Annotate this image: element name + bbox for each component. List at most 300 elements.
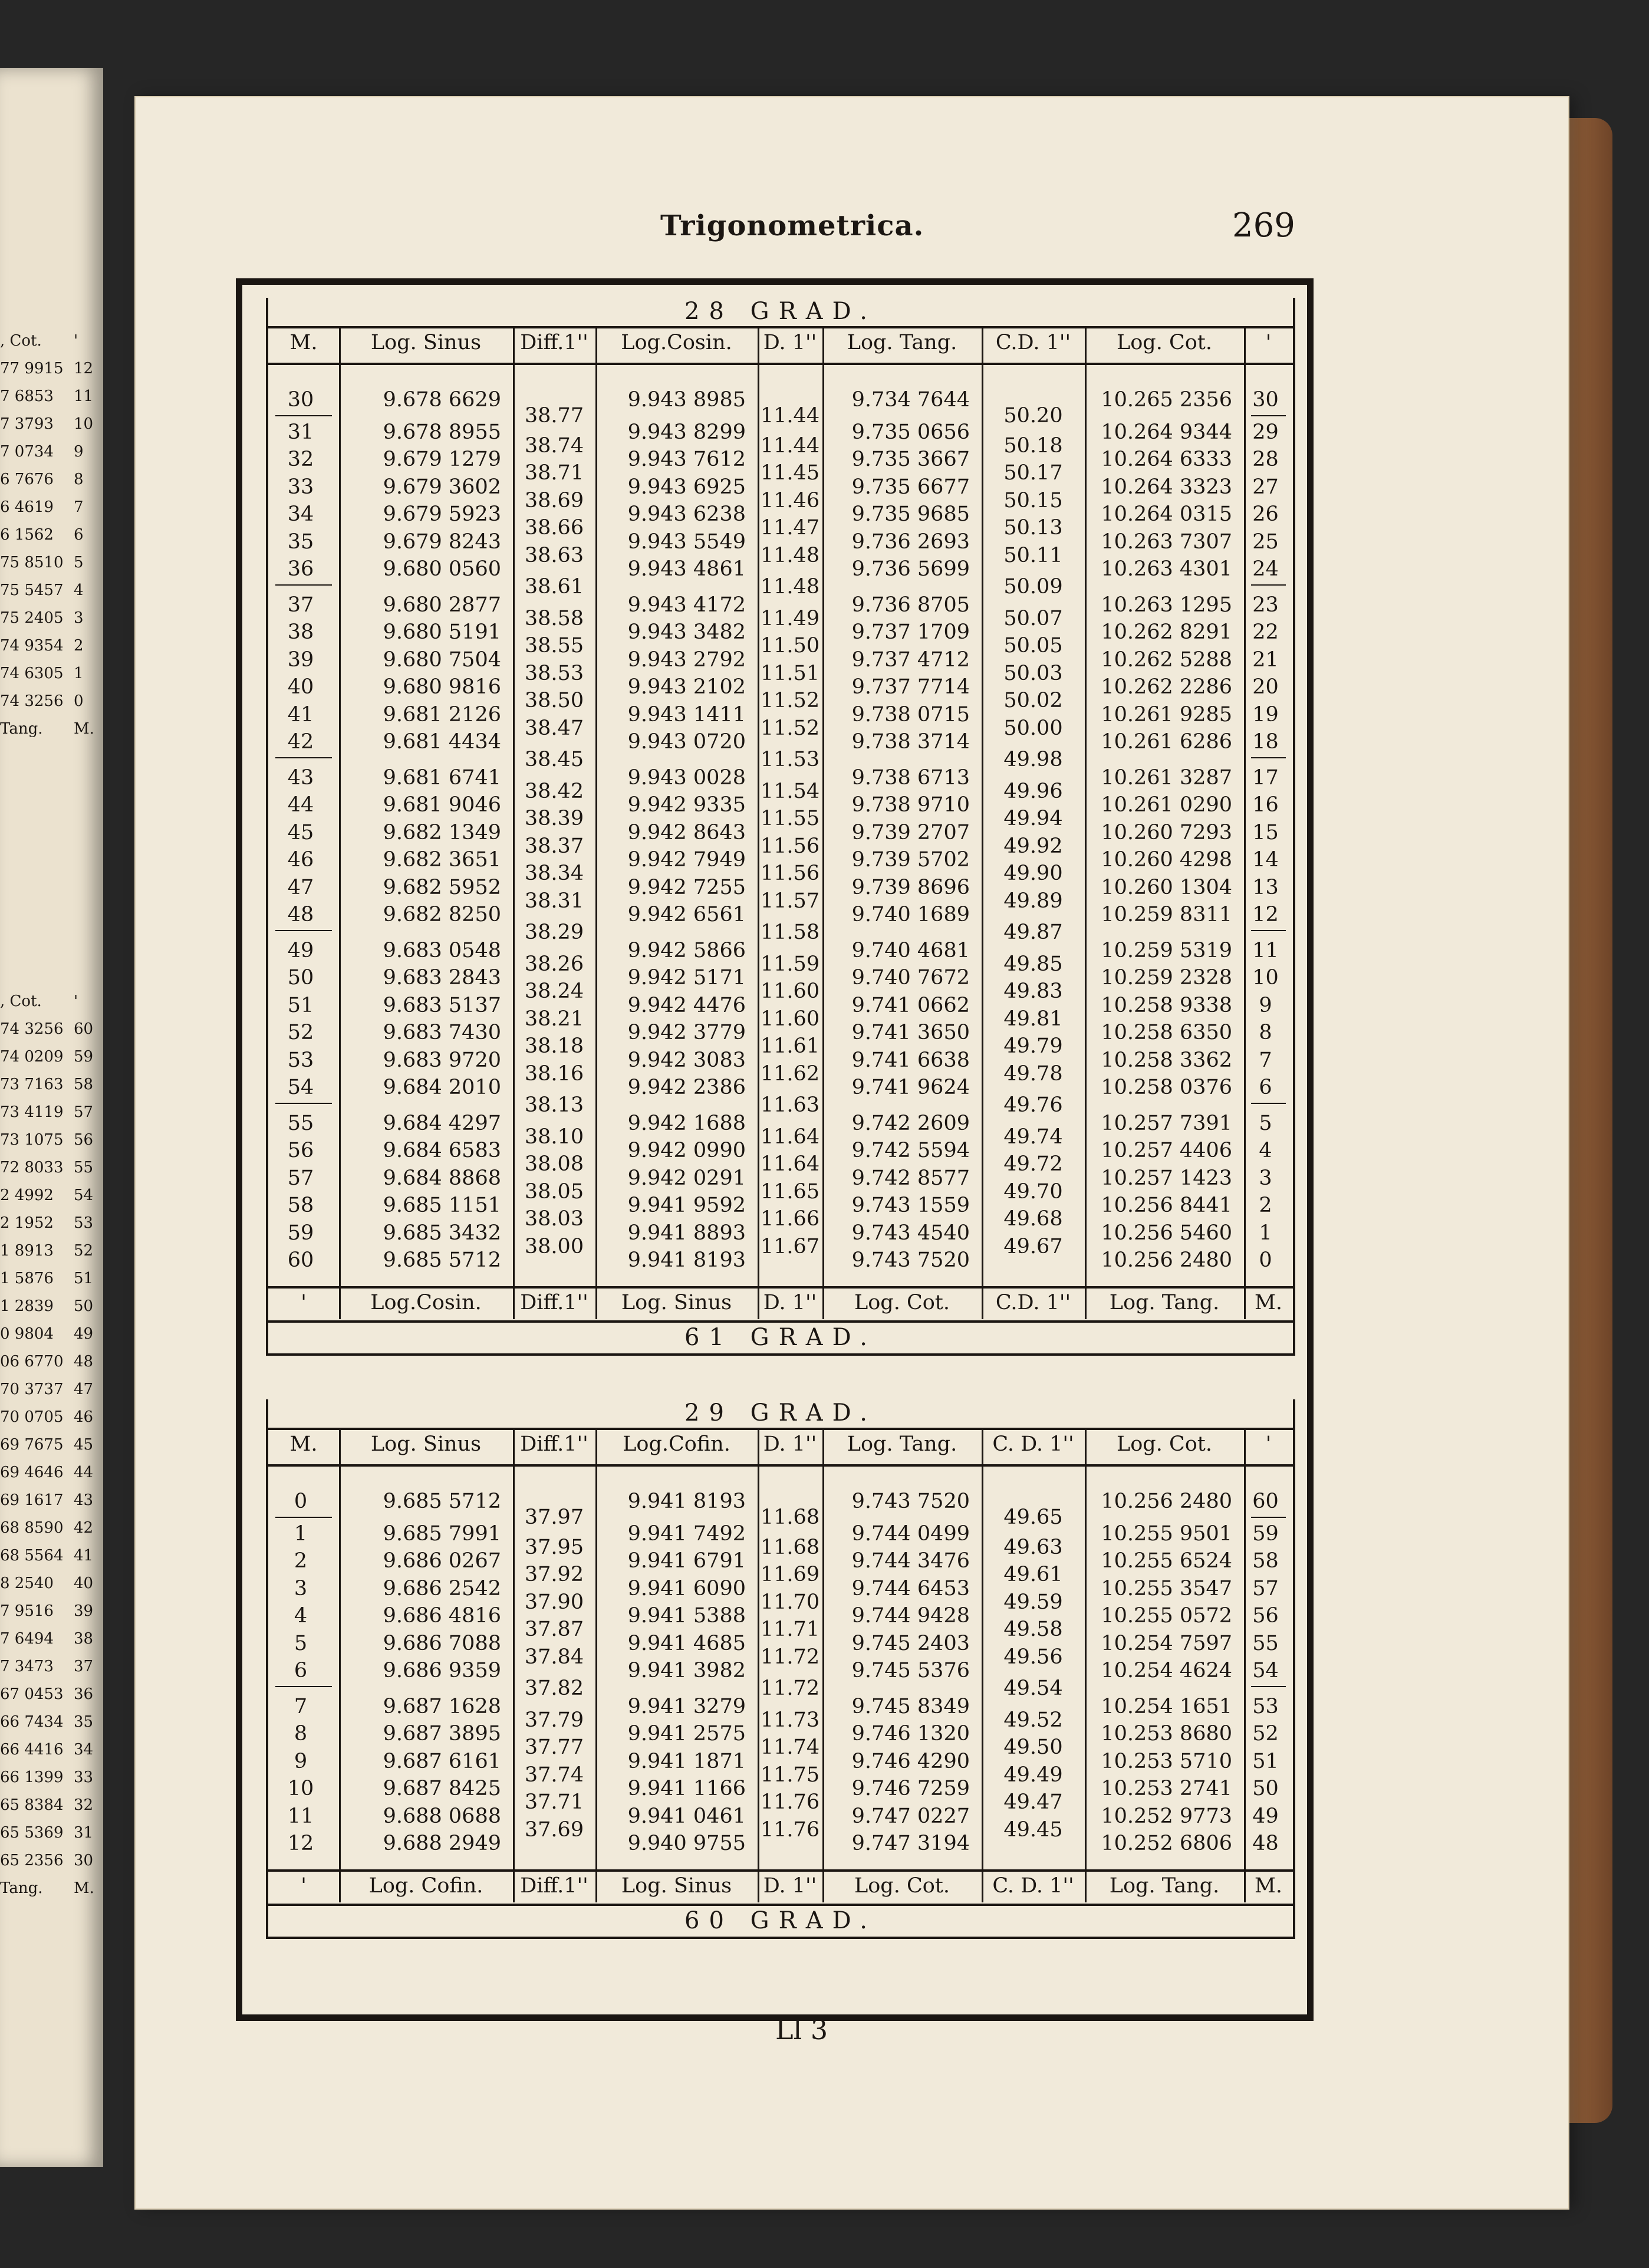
diff-sinus-cell: 38.00 — [524, 1234, 584, 1258]
column-rule — [1085, 328, 1087, 1319]
minute-cell: 5 — [294, 1631, 308, 1655]
minute-right-cell: 50 — [1252, 1777, 1279, 1800]
minute-right-cell: 12 — [1252, 903, 1279, 926]
log-tang-cell: 9.744 0499 — [851, 1521, 970, 1546]
minute-cell: 50 — [287, 966, 314, 990]
fragment-value: 67 0453 — [0, 1685, 64, 1703]
minute-cell: 0 — [294, 1490, 308, 1513]
grad-rule — [268, 1904, 1293, 1906]
fragment-value: 73 7163 — [0, 1076, 64, 1093]
minute-cell: 49 — [287, 938, 314, 962]
fragment-line — [0, 1598, 100, 1625]
fragment-line — [0, 1265, 100, 1293]
page-number: 269 — [1232, 206, 1295, 245]
fragment-minute: 38 — [74, 1630, 94, 1648]
log-sinus-cell: 9.686 2542 — [383, 1576, 501, 1600]
fragment-line — [0, 494, 100, 521]
log-sinus-cell: 9.681 4434 — [383, 730, 501, 754]
fragment-minute: 57 — [74, 1103, 94, 1121]
log-cot-cell: 10.263 4301 — [1101, 557, 1232, 581]
log-cosinus-cell: 9.943 4861 — [627, 557, 746, 581]
log-cot-cell: 10.255 6524 — [1101, 1549, 1232, 1573]
diff-tang-cell: 50.15 — [1003, 488, 1063, 512]
log-tang-cell: 9.740 7672 — [851, 966, 970, 990]
fragment-minute: M. — [74, 1879, 94, 1897]
log-tang-cell: 9.738 6713 — [851, 765, 970, 790]
log-sinus-cell: 9.683 9720 — [383, 1048, 501, 1072]
log-cosinus-cell: 9.942 0291 — [627, 1166, 746, 1190]
log-tang-cell: 9.742 8577 — [851, 1166, 970, 1190]
diff-cosin-cell: 11.61 — [760, 1034, 820, 1059]
fragment-value: 66 1399 — [0, 1769, 64, 1786]
diff-cosin-cell: 11.72 — [760, 1677, 820, 1701]
group-rule — [275, 757, 332, 758]
fragment-minute: 58 — [74, 1076, 94, 1093]
log-tang-cell: 9.745 2403 — [851, 1631, 970, 1655]
column-footer: Log. Cot. — [854, 1873, 950, 1898]
group-rule — [275, 1686, 332, 1687]
fragment-value: 75 8510 — [0, 554, 64, 571]
log-cot-cell: 10.264 6333 — [1101, 448, 1232, 471]
log-cot-cell: 10.254 1651 — [1101, 1694, 1232, 1718]
diff-cosin-cell: 11.56 — [760, 862, 820, 886]
diff-cosin-cell: 11.56 — [760, 834, 820, 858]
minute-cell: 42 — [287, 730, 314, 754]
minute-right-cell: 49 — [1252, 1804, 1279, 1828]
log-sinus-cell: 9.687 3895 — [383, 1722, 501, 1746]
diff-sinus-cell: 38.05 — [524, 1179, 584, 1204]
diff-cosin-cell: 11.72 — [760, 1645, 820, 1669]
column-header: Log. Tang. — [847, 1432, 957, 1456]
log-tang-cell: 9.743 7520 — [851, 1490, 970, 1513]
log-cosinus-cell: 9.942 8643 — [627, 820, 746, 844]
log-cot-cell: 10.261 3287 — [1101, 765, 1232, 790]
fragment-value: 74 0209 — [0, 1048, 64, 1066]
fragment-minute: 50 — [74, 1297, 94, 1315]
fragment-line — [0, 466, 100, 494]
log-tang-cell: 9.739 8696 — [851, 875, 970, 899]
fragment-minute: 49 — [74, 1325, 94, 1343]
fragment-minute: M. — [74, 720, 94, 738]
log-sinus-cell: 9.681 6741 — [383, 765, 501, 790]
minute-right-cell: 25 — [1252, 530, 1279, 554]
log-tang-cell: 9.743 7520 — [851, 1248, 970, 1272]
fragment-value: 6 7676 — [0, 471, 54, 488]
log-sinus-cell: 9.682 5952 — [383, 875, 501, 899]
fragment-minute: 7 — [74, 498, 84, 516]
footer-rule — [268, 1869, 1293, 1872]
minute-right-cell: 7 — [1259, 1048, 1272, 1072]
diff-tang-cell: 49.70 — [1003, 1179, 1063, 1204]
minute-cell: 32 — [287, 448, 314, 471]
minute-right-cell: 24 — [1252, 557, 1279, 581]
fragment-value: Tang. — [0, 1879, 43, 1897]
log-cot-cell: 10.260 4298 — [1101, 848, 1232, 872]
minute-right-cell: 29 — [1252, 420, 1279, 444]
diff-sinus-cell: 38.24 — [524, 979, 584, 1004]
log-cot-cell: 10.253 8680 — [1101, 1722, 1232, 1746]
log-cosinus-cell: 9.941 0461 — [627, 1804, 746, 1828]
grad-rule — [268, 1320, 1293, 1323]
log-tang-cell: 9.738 0715 — [851, 702, 970, 727]
fragment-line — [0, 1487, 100, 1514]
fragment-value: Tang. — [0, 720, 43, 738]
log-cot-cell: 10.263 1295 — [1101, 593, 1232, 617]
column-rule — [982, 328, 983, 1319]
diff-cosin-cell: 11.75 — [760, 1763, 820, 1787]
minute-right-cell: 6 — [1259, 1076, 1272, 1099]
minute-cell: 35 — [287, 530, 314, 554]
diff-cosin-cell: 11.63 — [760, 1093, 820, 1117]
fragment-value: 75 2405 — [0, 609, 64, 627]
log-cot-cell: 10.255 0572 — [1101, 1604, 1232, 1628]
log-cosinus-cell: 9.942 6561 — [627, 903, 746, 926]
diff-sinus-cell: 38.18 — [524, 1034, 584, 1059]
diff-tang-cell: 49.47 — [1003, 1790, 1063, 1815]
fragment-value: 7 6853 — [0, 387, 54, 405]
diff-cosin-cell: 11.71 — [760, 1618, 820, 1642]
minute-right-cell: 4 — [1259, 1139, 1272, 1162]
grad-label-bottom: 60 GRAD. — [684, 1907, 877, 1934]
log-tang-cell: 9.741 0662 — [851, 993, 970, 1017]
fragment-line — [0, 1653, 100, 1681]
log-cot-cell: 10.253 2741 — [1101, 1777, 1232, 1800]
fragment-line — [0, 1126, 100, 1154]
diff-cosin-cell: 11.58 — [760, 921, 820, 945]
log-sinus-cell: 9.688 0688 — [383, 1804, 501, 1828]
log-cosinus-cell: 9.941 9592 — [627, 1194, 746, 1217]
block-bottom-rule — [268, 1353, 1293, 1356]
column-header: Log. Sinus — [370, 1432, 482, 1456]
diff-sinus-cell: 38.10 — [524, 1125, 584, 1149]
diff-sinus-cell: 38.47 — [524, 716, 584, 740]
diff-cosin-cell: 11.48 — [760, 543, 820, 567]
fragment-line — [0, 988, 100, 1015]
minute-right-cell: 26 — [1252, 502, 1279, 526]
fragment-value: 74 3256 — [0, 692, 64, 710]
log-sinus-cell: 9.684 2010 — [383, 1076, 501, 1099]
log-sinus-cell: 9.685 7991 — [383, 1521, 501, 1546]
log-tang-cell: 9.747 3194 — [851, 1832, 970, 1855]
diff-tang-cell: 49.54 — [1003, 1677, 1063, 1701]
table-frame — [236, 278, 1314, 2021]
diff-cosin-cell: 11.50 — [760, 634, 820, 658]
diff-cosin-cell: 11.53 — [760, 748, 820, 772]
diff-tang-cell: 49.83 — [1003, 979, 1063, 1004]
diff-sinus-cell: 38.39 — [524, 807, 584, 831]
log-cosinus-cell: 9.941 8893 — [627, 1221, 746, 1245]
diff-cosin-cell: 11.44 — [760, 404, 820, 428]
minute-cell: 1 — [294, 1521, 308, 1546]
log-sinus-cell: 9.679 3602 — [383, 475, 501, 499]
log-tang-cell: 9.741 9624 — [851, 1076, 970, 1099]
fragment-line — [0, 688, 100, 715]
fragment-value: 74 9354 — [0, 637, 64, 655]
fragment-line — [0, 1792, 100, 1819]
diff-tang-cell: 49.65 — [1003, 1506, 1063, 1530]
log-cosinus-cell: 9.942 3779 — [627, 1021, 746, 1044]
minute-cell: 59 — [287, 1221, 314, 1245]
fragment-value: 72 8033 — [0, 1159, 64, 1176]
minute-cell: 9 — [294, 1749, 308, 1773]
header-rule — [268, 363, 1293, 365]
log-sinus-cell: 9.680 7504 — [383, 647, 501, 672]
log-cot-cell: 10.264 3323 — [1101, 475, 1232, 499]
log-sinus-cell: 9.679 1279 — [383, 448, 501, 471]
fragment-line — [0, 1099, 100, 1126]
fragment-minute: 40 — [74, 1575, 94, 1592]
fragment-value: 66 7434 — [0, 1713, 64, 1731]
diff-cosin-cell: 11.52 — [760, 716, 820, 740]
column-footer: Log. Cofin. — [368, 1873, 483, 1898]
log-cot-cell: 10.253 5710 — [1101, 1749, 1232, 1773]
log-cot-cell: 10.254 7597 — [1101, 1631, 1232, 1655]
fragment-line — [0, 1182, 100, 1209]
fragment-line — [0, 660, 100, 688]
column-header: C.D. 1'' — [995, 331, 1071, 354]
log-cosinus-cell: 9.942 3083 — [627, 1048, 746, 1072]
column-header: M. — [289, 1432, 318, 1456]
log-cot-cell: 10.261 6286 — [1101, 730, 1232, 754]
diff-cosin-cell: 11.64 — [760, 1152, 820, 1176]
diff-sinus-cell: 38.61 — [524, 575, 584, 599]
diff-cosin-cell: 11.69 — [760, 1563, 820, 1587]
log-cot-cell: 10.256 8441 — [1101, 1194, 1232, 1217]
diff-sinus-cell: 38.66 — [524, 516, 584, 540]
log-cot-cell: 10.257 4406 — [1101, 1139, 1232, 1162]
facing-page-fragment — [0, 68, 103, 2167]
fragment-minute: 54 — [74, 1186, 94, 1204]
log-cosinus-cell: 9.942 7255 — [627, 875, 746, 899]
diff-sinus-cell: 38.26 — [524, 952, 584, 976]
fragment-minute: 2 — [74, 637, 84, 655]
column-header: Log.Cofin. — [623, 1432, 730, 1456]
fragment-line — [0, 1542, 100, 1570]
diff-tang-cell: 49.98 — [1003, 748, 1063, 772]
log-cosinus-cell: 9.943 5549 — [627, 530, 746, 554]
diff-tang-cell: 49.87 — [1003, 921, 1063, 945]
minute-cell: 48 — [287, 903, 314, 926]
group-rule — [1251, 1103, 1286, 1104]
fragment-line — [0, 1431, 100, 1459]
minute-right-cell: 23 — [1252, 593, 1279, 617]
log-tang-cell: 9.734 7644 — [851, 388, 970, 412]
fragment-minute: 34 — [74, 1741, 94, 1758]
minute-cell: 11 — [287, 1804, 314, 1828]
column-rule — [513, 1430, 515, 1902]
log-cosinus-cell: 9.943 1411 — [627, 702, 746, 727]
log-sinus-cell: 9.686 7088 — [383, 1631, 501, 1655]
fragment-value: 65 5369 — [0, 1824, 64, 1842]
column-header: Diff.1'' — [520, 1432, 588, 1456]
fragment-value: 69 4646 — [0, 1464, 64, 1481]
fragment-value: 7 6494 — [0, 1630, 54, 1648]
fragment-value: 6 1562 — [0, 526, 54, 544]
minute-cell: 2 — [294, 1549, 308, 1573]
block-bottom-rule — [268, 1937, 1293, 1939]
minute-right-cell: 1 — [1259, 1221, 1272, 1245]
group-rule — [1251, 757, 1286, 758]
fragment-value: 1 8913 — [0, 1242, 54, 1260]
running-head-title: Trigonometrica. — [660, 209, 924, 242]
fragment-value: 69 7675 — [0, 1436, 64, 1454]
log-tang-cell: 9.740 1689 — [851, 903, 970, 926]
column-rule — [339, 328, 341, 1319]
fragment-line — [0, 1237, 100, 1265]
column-rule — [595, 1430, 597, 1902]
minute-cell: 46 — [287, 848, 314, 872]
diff-sinus-cell: 37.82 — [524, 1677, 584, 1701]
diff-sinus-cell: 37.95 — [524, 1535, 584, 1559]
fragment-minute: 46 — [74, 1408, 94, 1426]
column-rule — [758, 1430, 759, 1902]
group-rule — [1251, 415, 1286, 416]
log-sinus-cell: 9.684 6583 — [383, 1139, 501, 1162]
diff-tang-cell: 49.78 — [1003, 1061, 1063, 1086]
log-sinus-cell: 9.687 1628 — [383, 1694, 501, 1718]
log-cosinus-cell: 9.943 8299 — [627, 420, 746, 444]
fragment-value: , Cot. — [0, 992, 42, 1010]
log-cosinus-cell: 9.941 6791 — [627, 1549, 746, 1573]
log-cot-cell: 10.254 4624 — [1101, 1659, 1232, 1682]
diff-cosin-cell: 11.73 — [760, 1708, 820, 1732]
fragment-minute: 60 — [74, 1020, 94, 1038]
diff-tang-cell: 50.03 — [1003, 661, 1063, 685]
minute-right-cell: 59 — [1252, 1521, 1279, 1546]
fragment-value: 70 0705 — [0, 1408, 64, 1426]
footer-rule — [268, 1286, 1293, 1289]
fragment-minute: 35 — [74, 1713, 94, 1731]
fragment-value: 6 4619 — [0, 498, 54, 516]
fragment-minute: 8 — [74, 471, 84, 488]
log-cot-cell: 10.263 7307 — [1101, 530, 1232, 554]
fragment-value: 73 4119 — [0, 1103, 64, 1121]
facing-page-lower-column — [0, 988, 100, 1902]
log-cosinus-cell: 9.941 1871 — [627, 1749, 746, 1773]
fragment-line — [0, 355, 100, 383]
diff-sinus-cell: 37.79 — [524, 1708, 584, 1732]
log-cot-cell: 10.257 1423 — [1101, 1166, 1232, 1190]
minute-right-cell: 58 — [1252, 1549, 1279, 1573]
log-cosinus-cell: 9.943 3482 — [627, 620, 746, 644]
diff-tang-cell: 49.90 — [1003, 862, 1063, 886]
fragment-minute: 51 — [74, 1270, 94, 1287]
log-cosinus-cell: 9.941 8193 — [627, 1490, 746, 1513]
diff-tang-cell: 49.59 — [1003, 1590, 1063, 1614]
log-cot-cell: 10.258 0376 — [1101, 1076, 1232, 1099]
fragment-line — [0, 549, 100, 577]
fragment-line — [0, 1209, 100, 1237]
fragment-minute: 32 — [74, 1796, 94, 1814]
diff-cosin-cell: 11.57 — [760, 889, 820, 913]
log-cosinus-cell: 9.943 8985 — [627, 388, 746, 412]
column-header: D. 1'' — [763, 331, 817, 354]
diff-sinus-cell: 38.69 — [524, 488, 584, 512]
fragment-minute: 11 — [74, 387, 94, 405]
log-cot-cell: 10.261 9285 — [1101, 702, 1232, 727]
fragment-line — [0, 1293, 100, 1320]
diff-sinus-cell: 37.84 — [524, 1645, 584, 1669]
minute-right-cell: 54 — [1252, 1659, 1279, 1682]
fragment-line — [0, 1320, 100, 1348]
signature-mark: Ll 3 — [775, 2014, 828, 2046]
diff-tang-cell: 49.49 — [1003, 1763, 1063, 1787]
minute-cell: 52 — [287, 1021, 314, 1044]
fragment-value: 68 8590 — [0, 1519, 64, 1537]
log-cosinus-cell: 9.942 1688 — [627, 1111, 746, 1135]
group-rule — [1251, 1686, 1286, 1687]
fragment-line — [0, 1764, 100, 1792]
fragment-line — [0, 1376, 100, 1403]
diff-cosin-cell: 11.45 — [760, 461, 820, 485]
diff-sinus-cell: 38.08 — [524, 1152, 584, 1176]
diff-sinus-cell: 38.55 — [524, 634, 584, 658]
minute-cell: 54 — [287, 1076, 314, 1099]
minute-cell: 10 — [287, 1777, 314, 1800]
column-rule — [982, 1430, 983, 1902]
diff-cosin-cell: 11.76 — [760, 1790, 820, 1815]
fragment-minute: 5 — [74, 554, 84, 571]
fragment-line — [0, 327, 100, 355]
diff-tang-cell: 50.17 — [1003, 461, 1063, 485]
fragment-minute: 59 — [74, 1048, 94, 1066]
diff-tang-cell: 50.00 — [1003, 716, 1063, 740]
diff-tang-cell: 49.56 — [1003, 1645, 1063, 1669]
diff-sinus-cell: 37.69 — [524, 1817, 584, 1842]
log-tang-cell: 9.745 5376 — [851, 1659, 970, 1682]
diff-cosin-cell: 11.62 — [760, 1061, 820, 1086]
column-rule — [758, 328, 759, 1319]
log-cosinus-cell: 9.942 4476 — [627, 993, 746, 1017]
minute-cell: 47 — [287, 875, 314, 899]
minute-cell: 60 — [287, 1248, 314, 1272]
diff-cosin-cell: 11.74 — [760, 1735, 820, 1760]
log-cot-cell: 10.264 9344 — [1101, 420, 1232, 444]
fragment-line — [0, 1514, 100, 1542]
column-footer: D. 1'' — [763, 1873, 817, 1898]
log-cot-cell: 10.260 7293 — [1101, 820, 1232, 844]
group-rule — [275, 1103, 332, 1104]
log-sinus-cell: 9.686 9359 — [383, 1659, 501, 1682]
minute-cell: 45 — [287, 820, 314, 844]
diff-tang-cell: 49.85 — [1003, 952, 1063, 976]
column-rule — [1244, 1430, 1246, 1902]
minute-right-cell: 27 — [1252, 475, 1279, 499]
group-rule — [275, 1517, 332, 1518]
fragment-minute: ' — [74, 332, 78, 350]
log-cosinus-cell: 9.943 7612 — [627, 448, 746, 471]
log-tang-cell: 9.741 3650 — [851, 1021, 970, 1044]
diff-cosin-cell: 11.55 — [760, 807, 820, 831]
group-rule — [275, 415, 332, 416]
fragment-line — [0, 1403, 100, 1431]
fragment-line — [0, 1819, 100, 1847]
fragment-minute: 48 — [74, 1353, 94, 1370]
fragment-line — [0, 632, 100, 660]
diff-sinus-cell: 38.50 — [524, 689, 584, 713]
column-footer: ' — [301, 1290, 307, 1314]
fragment-line — [0, 1348, 100, 1376]
fragment-value: 7 0734 — [0, 443, 54, 461]
log-cosinus-cell: 9.941 8193 — [627, 1248, 746, 1272]
group-rule — [1251, 930, 1286, 931]
group-rule — [275, 584, 332, 586]
diff-cosin-cell: 11.49 — [760, 606, 820, 630]
diff-cosin-cell: 11.70 — [760, 1590, 820, 1614]
column-footer: Log.Cosin. — [370, 1290, 482, 1314]
log-sinus-cell: 9.686 4816 — [383, 1604, 501, 1628]
log-cosinus-cell: 9.941 7492 — [627, 1521, 746, 1546]
